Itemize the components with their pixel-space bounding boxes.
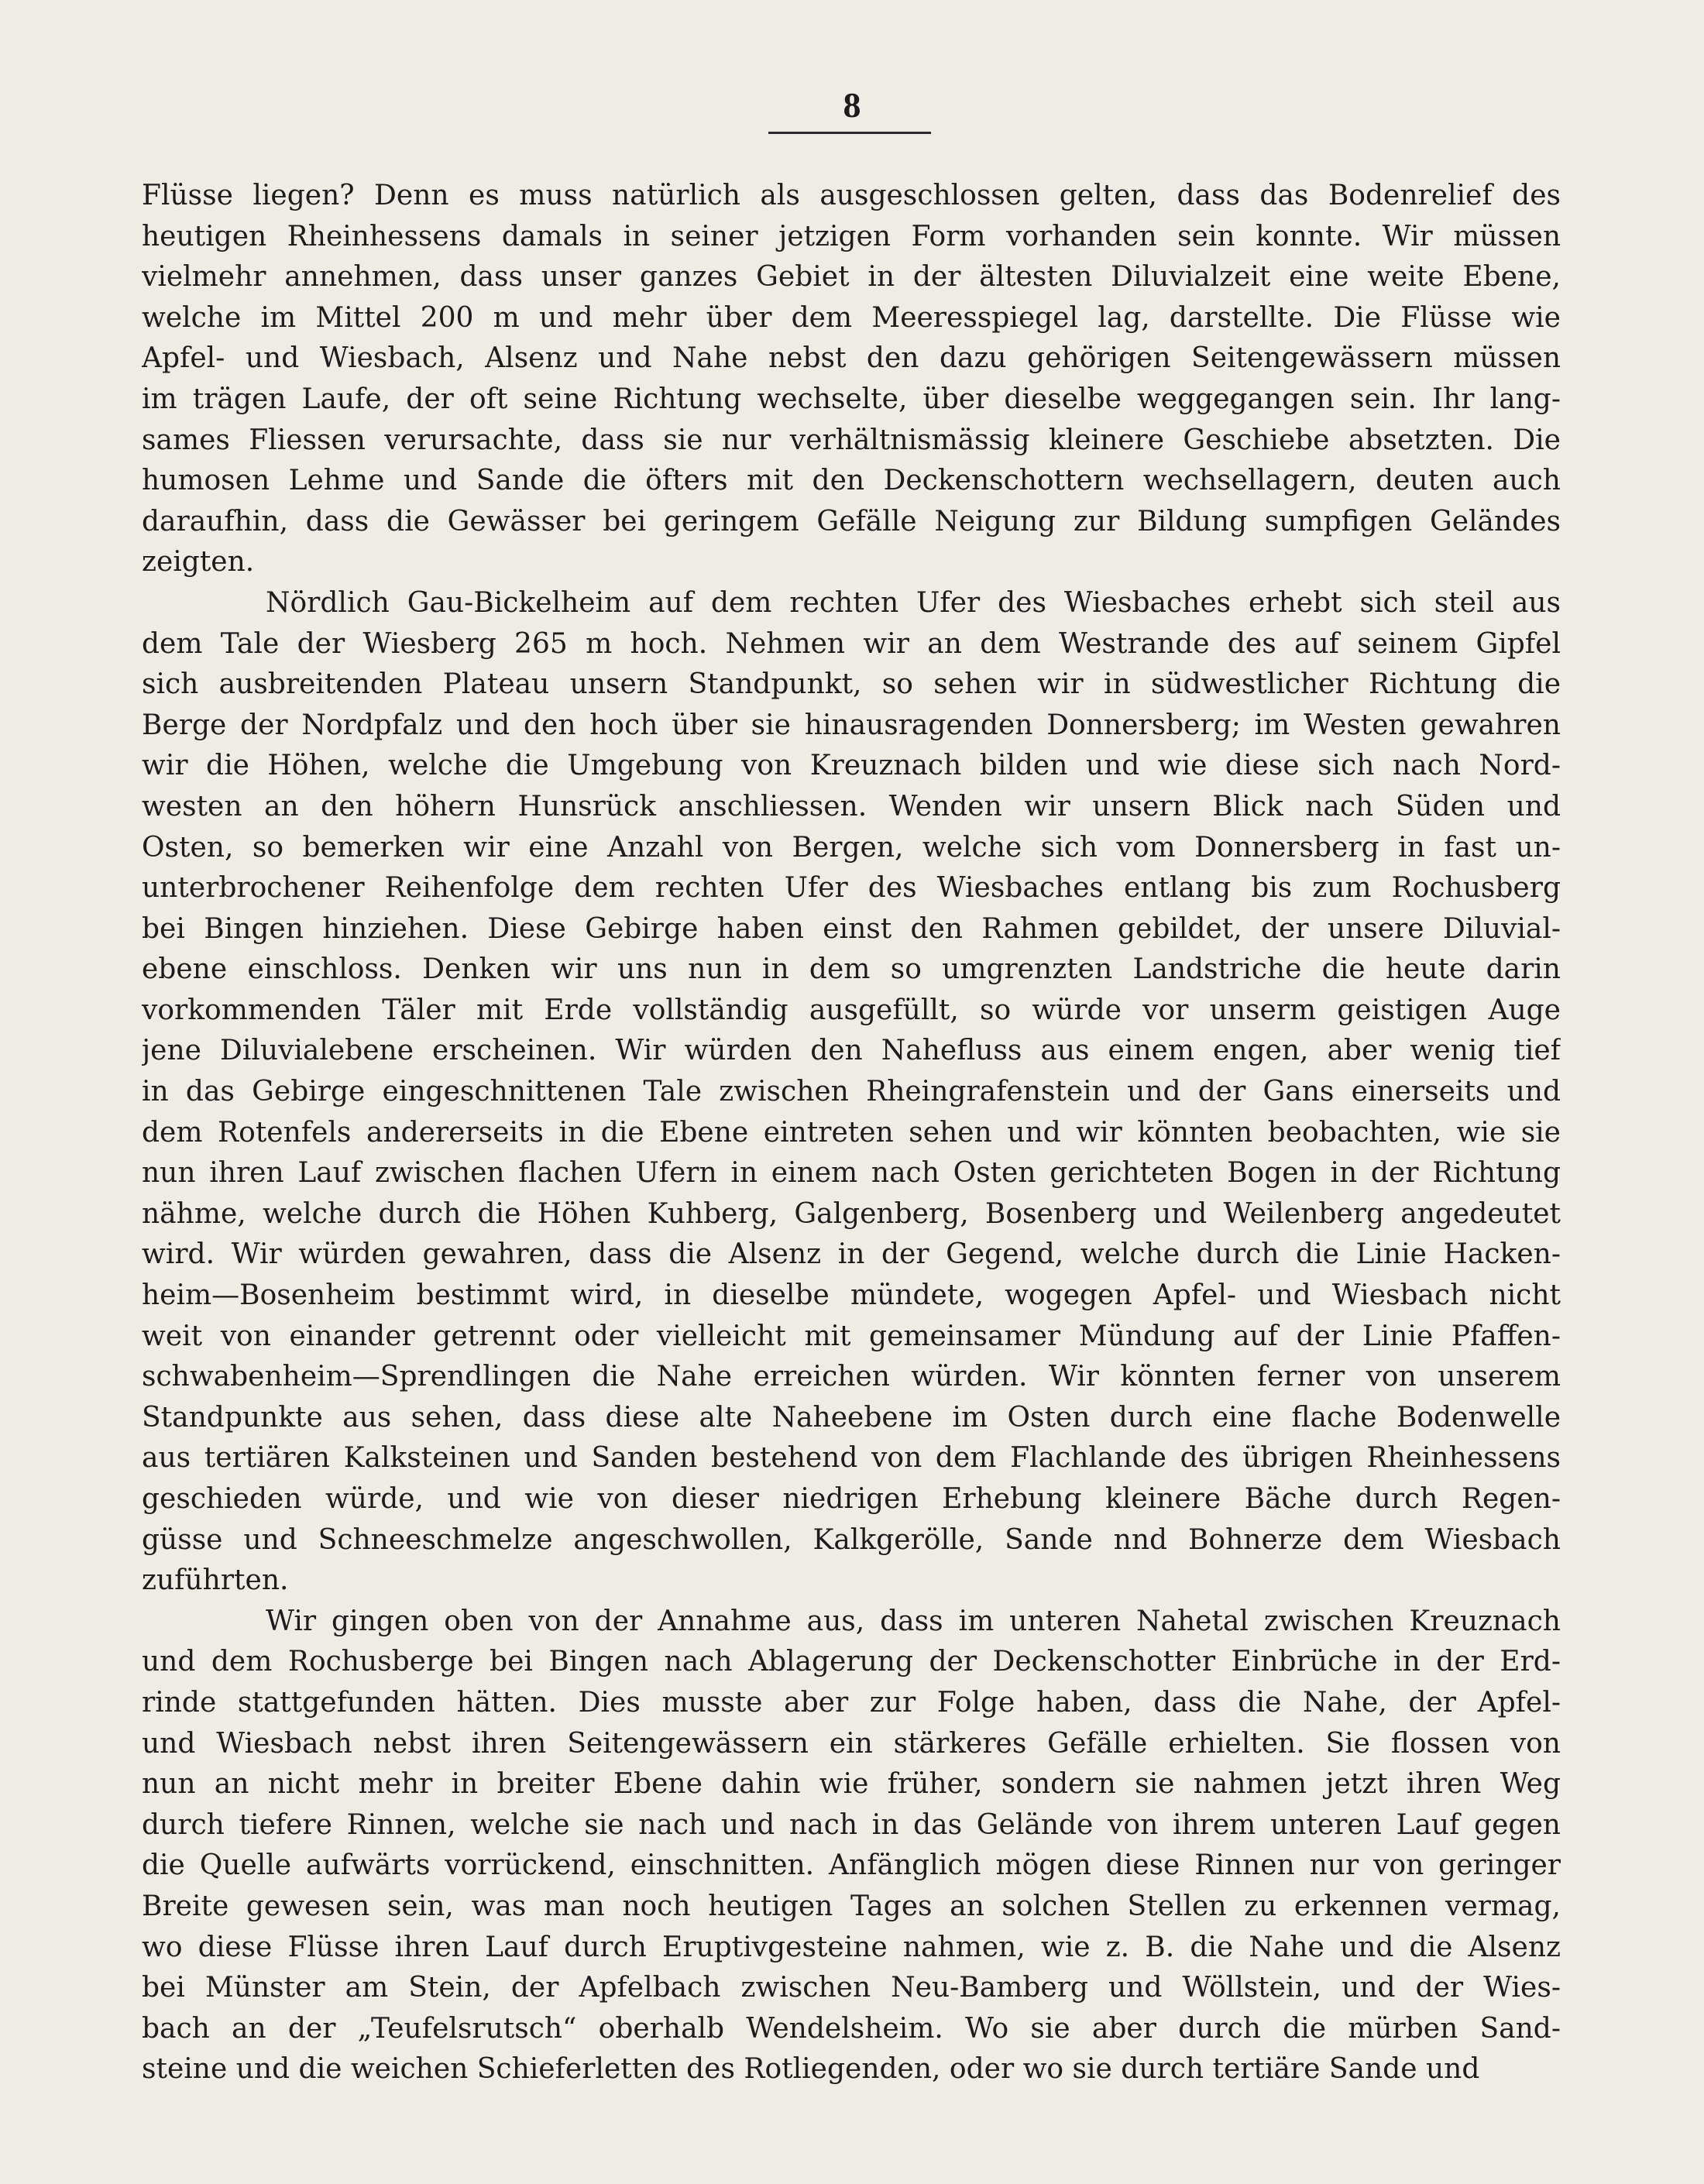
text-line: Osten, so bemerken wir eine Anzahl von Bergen, welche sich vom Donnersberg in fast un- bbox=[142, 831, 1561, 864]
text-line: und dem Rochusberge bei Bingen nach Ablagerung der Deckenschotter Einbrüche in der Erd- bbox=[142, 1646, 1561, 1678]
text-line: geschieden würde, und wie von dieser niedrigen Erhebung kleinere Bäche durch Regen- bbox=[142, 1483, 1561, 1515]
text-line: aus tertiären Kalksteinen und Sanden bestehend von dem Flachlande des übrigen Rheinhessens bbox=[142, 1442, 1561, 1475]
page-number-rule bbox=[768, 132, 931, 134]
text-line: güsse und Schneeschmelze angeschwollen, Kalkgerölle, Sande nnd Bohnerze dem Wiesbach bbox=[142, 1523, 1561, 1556]
text-line: dem Rotenfels andererseits in die Ebene eintreten sehen und wir könnten beobachten, wie sie bbox=[142, 1116, 1561, 1149]
text-line: die Quelle aufwärts vorrückend, einschnitten. Anfänglich mögen diese Rinnen nur von geringer bbox=[142, 1849, 1561, 1882]
text-line: bei Münster am Stein, der Apfelbach zwischen Neu-Bamberg und Wöllstein, und der Wies- bbox=[142, 1972, 1561, 2004]
text-line: sich ausbreitenden Plateau unsern Standpunkt, so sehen wir in südwestlicher Richtung die bbox=[142, 668, 1561, 701]
page-number: 8 bbox=[843, 85, 861, 125]
text-line: und Wiesbach nebst ihren Seitengewässern ein stärkeres Gefälle erhielten. Sie flossen von bbox=[142, 1727, 1561, 1760]
text-line: schwabenheim—Sprendlingen die Nahe erreichen würden. Wir könnten ferner von unserem bbox=[142, 1361, 1561, 1393]
text-line: steine und die weichen Schieferletten des Rotliegenden, oder wo sie durch tertiäre Sande und bbox=[142, 2053, 1480, 2086]
text-line: bach an der „Teufelsrutsch“ oberhalb Wendelsheim. Wo sie aber durch die mürben Sand- bbox=[142, 2012, 1561, 2045]
paragraph bbox=[142, 176, 1561, 583]
text-line: ebene einschloss. Denken wir uns nun in dem so umgrenzten Landstriche die heute darin bbox=[142, 953, 1561, 986]
text-line: rinde stattgefunden hätten. Dies musste aber zur Folge haben, dass die Nahe, der Apfel- bbox=[142, 1686, 1561, 1719]
text-line: Nördlich Gau-Bickelheim auf dem rechten Ufer des Wiesbaches erhebt sich steil aus bbox=[266, 586, 1561, 619]
text-line: heim—Bosenheim bestimmt wird, in dieselbe mündete, wogegen Apfel- und Wiesbach nicht bbox=[142, 1279, 1561, 1312]
text-line: jene Diluvialebene erscheinen. Wir würden den Nahefluss aus einem engen, aber wenig tief bbox=[142, 1035, 1561, 1067]
text-line: vielmehr annehmen, dass unser ganzes Gebiet in der ältesten Diluvialzeit eine weite Ebene, bbox=[142, 261, 1561, 294]
text-line: dem Tale der Wiesberg 265 m hoch. Nehmen wir an dem Westrande des auf seinem Gipfel bbox=[142, 627, 1561, 660]
text-line: Wir gingen oben von der Annahme aus, dass im unteren Nahetal zwischen Kreuznach bbox=[266, 1605, 1561, 1637]
text-line: nun ihren Lauf zwischen flachen Ufern in einem nach Osten gerichteten Bogen in der Richtung bbox=[142, 1157, 1561, 1190]
text-line: Berge der Nordpfalz und den hoch über sie hinausragenden Donnersberg; im Westen gewahren bbox=[142, 709, 1561, 741]
text-line: nähme, welche durch die Höhen Kuhberg, Galgenberg, Bosenberg und Weilenberg angedeutet bbox=[142, 1197, 1561, 1230]
text-line: durch tiefere Rinnen, welche sie nach und nach in das Gelände von ihrem unteren Lauf gegen bbox=[142, 1808, 1561, 1841]
text-line: im trägen Laufe, der oft seine Richtung wechselte, über dieselbe weggegangen sein. Ihr lang- bbox=[142, 383, 1561, 415]
text-line: Apfel- und Wiesbach, Alsenz und Nahe nebst den dazu gehörigen Seitengewässern müssen bbox=[142, 342, 1561, 375]
text-line: humosen Lehme und Sande die öfters mit den Deckenschottern wechsellagern, deuten auch bbox=[142, 465, 1561, 497]
text-line: Standpunkte aus sehen, dass diese alte Naheebene im Osten durch eine flache Bodenwelle bbox=[142, 1401, 1561, 1434]
text-line: nun an nicht mehr in breiter Ebene dahin wie früher, sondern sie nahmen jetzt ihren Weg bbox=[142, 1768, 1561, 1801]
text-line: Breite gewesen sein, was man noch heutigen Tages an solchen Stellen zu erkennen vermag, bbox=[142, 1890, 1561, 1922]
text-line: wird. Wir würden gewahren, dass die Alsenz in der Gegend, welche durch die Linie Hacken- bbox=[142, 1238, 1561, 1271]
text-line: heutigen Rheinhessens damals in seiner jetzigen Form vorhanden sein konnte. Wir müssen bbox=[142, 220, 1561, 252]
text-line: weit von einander getrennt oder vielleicht mit gemeinsamer Mündung auf der Linie Pfaffen- bbox=[142, 1320, 1561, 1352]
text-line: sames Fliessen verursachte, dass sie nur verhältnismässig kleinere Geschiebe absetzten. Die bbox=[142, 424, 1561, 456]
text-line: wo diese Flüsse ihren Lauf durch Eruptivgesteine nahmen, wie z. B. die Nahe und die Alsenz bbox=[142, 1931, 1561, 1963]
text-line: bei Bingen hinziehen. Diese Gebirge haben einst den Rahmen gebildet, der unsere Diluvial- bbox=[142, 912, 1561, 945]
text-line: unterbrochener Reihenfolge dem rechten Ufer des Wiesbaches entlang bis zum Rochusberg bbox=[142, 872, 1561, 905]
text-line: daraufhin, dass die Gewässer bei geringem Gefälle Neigung zur Bildung sumpfigen Geländes bbox=[142, 505, 1561, 537]
text-line: vorkommenden Täler mit Erde vollständig ausgefüllt, so würde vor unserm geistigen Auge bbox=[142, 994, 1561, 1026]
body-text bbox=[142, 176, 1561, 2090]
text-line: welche im Mittel 200 m und mehr über dem Meeresspiegel lag, darstellte. Die Flüsse wie bbox=[142, 301, 1561, 334]
text-line: zuführten. bbox=[142, 1564, 289, 1597]
text-line: zeigten. bbox=[142, 546, 255, 579]
paragraph bbox=[142, 1602, 1561, 2090]
paragraph bbox=[142, 583, 1561, 1602]
text-line: Flüsse liegen? Denn es muss natürlich als ausgeschlossen gelten, dass das Bodenrelief des bbox=[142, 180, 1561, 211]
text-line: wir die Höhen, welche die Umgebung von Kreuznach bilden und wie diese sich nach Nord- bbox=[142, 750, 1561, 782]
text-line: westen an den höhern Hunsrück anschliessen. Wenden wir unsern Blick nach Süden und bbox=[142, 790, 1561, 822]
text-line: in das Gebirge eingeschnittenen Tale zwischen Rheingrafenstein und der Gans einerseits und bbox=[142, 1076, 1561, 1108]
